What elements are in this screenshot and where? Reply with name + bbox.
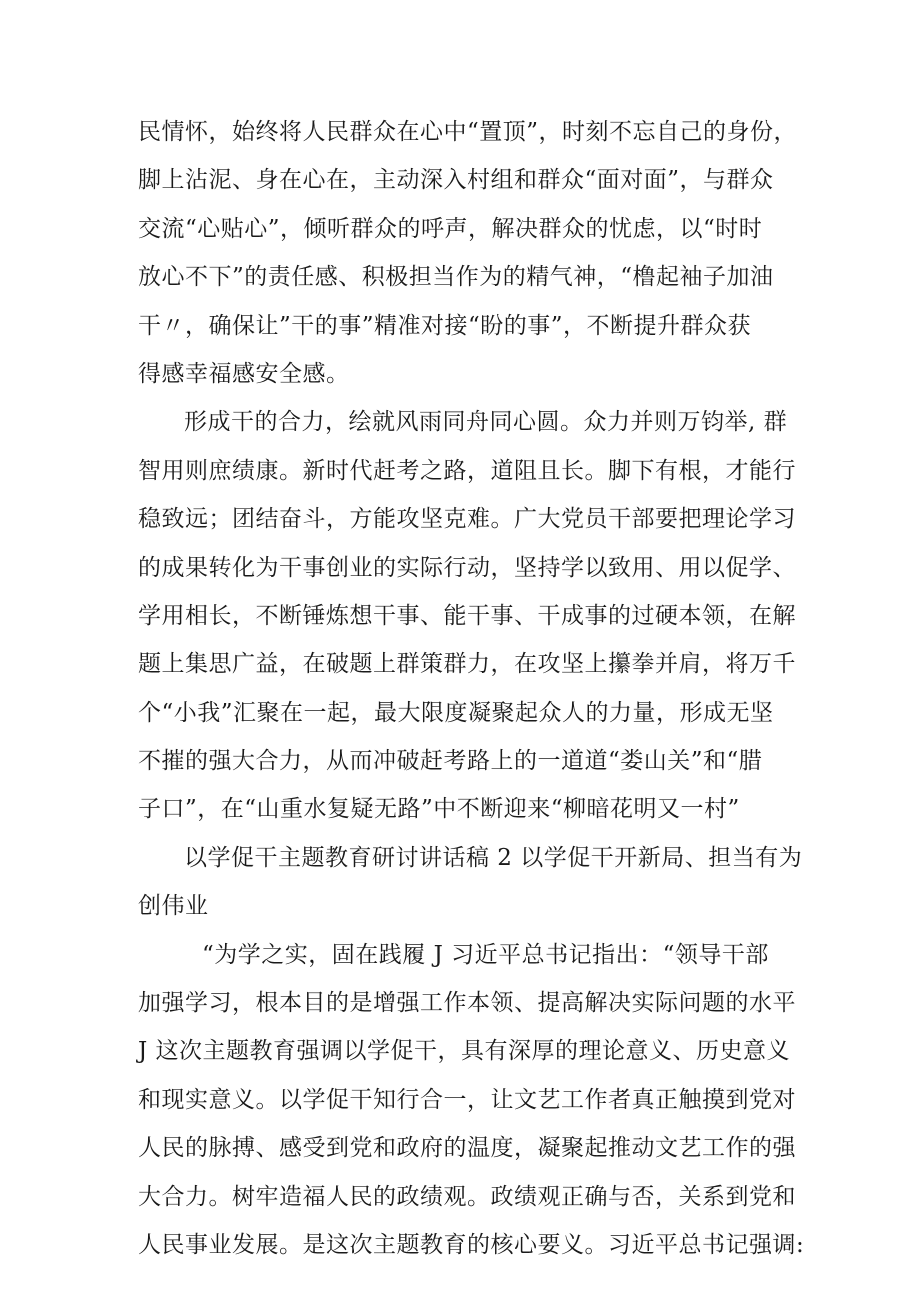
- text-line: 加强学习，根本目的是增强工作本领、提高解决实际问题的水平: [138, 990, 796, 1017]
- text-line: 人民的脉搏、感受到党和政府的温度，凝聚起推动文艺工作的强: [138, 1135, 796, 1162]
- section-title-line: 创伟业: [138, 893, 209, 920]
- text-line: 不摧的强大合力，从而冲破赶考路上的一道道“娄山关”和“腊: [138, 748, 763, 775]
- text-line: 人民事业发展。是这次主题教育的核心要义。习近平总书记强调:: [138, 1231, 805, 1258]
- paragraph-start-line: 形成干的合力，绘就风雨同舟同心圆。众力并则万钧举, 群: [184, 409, 788, 436]
- text-line: 学用相长，不断锤炼想干事、能干事、干成事的过硬本领，在解: [138, 602, 796, 629]
- text-line: 民情怀，始终将人民群众在心中“置顶”，时刻不忘自己的身份，: [138, 119, 798, 145]
- text-line: 干〃，确保让”干的事”精准对接“盼的事”，不断提升群众获: [138, 312, 752, 339]
- text-line: 稳致远；团结奋斗，方能攻坚克难。广大党员干部要把理论学习: [138, 506, 796, 533]
- text-line: J 这次主题教育强调以学促干，具有深厚的理论意义、历史意义: [138, 1038, 791, 1065]
- text-line: 放心不下”的责任感、积极担当作为的精气神，“橹起袖子加油: [138, 264, 774, 291]
- text-line: 子口”，在“山重水复疑无路”中不断迎来“柳暗花明又一村”: [138, 796, 740, 823]
- text-line: 大合力。树牢造福人民的政绩观。政绩观正确与否，关系到党和: [138, 1183, 796, 1210]
- text-line: 的成果转化为干事创业的实际行动，坚持学以致用、用以促学、: [138, 554, 796, 581]
- section-title-line: 以学促干主题教育研讨讲话稿 2 以学促干开新局、担当有为: [184, 844, 803, 871]
- text-line: 交流“心贴心”，倾听群众的呼声，解决群众的忧虑，以“时时: [138, 215, 763, 242]
- text-line: 和现实意义。以学促干知行合一，让文艺工作者真正触摸到党对: [138, 1086, 796, 1113]
- text-line: 个“小我”汇聚在一起，最大限度凝聚起众人的力量，形成无坚: [138, 699, 774, 726]
- paragraph-start-line: “为学之实，固在践履 J 习近平总书记指出：“领导干部: [202, 941, 769, 968]
- text-line: 题上集思广益，在破题上群策群力，在攻坚上攥拳并肩，将万千: [138, 651, 796, 678]
- text-line: 得感幸福感安全感。: [138, 360, 350, 387]
- text-line: 脚上沾泥、身在心在，主动深入村组和群众“面对面”，与群众: [138, 167, 774, 194]
- document-body: [138, 108, 818, 1269]
- text-line: 智用则庶绩康。新时代赶考之路，道阻且长。脚下有根，才能行: [138, 457, 796, 484]
